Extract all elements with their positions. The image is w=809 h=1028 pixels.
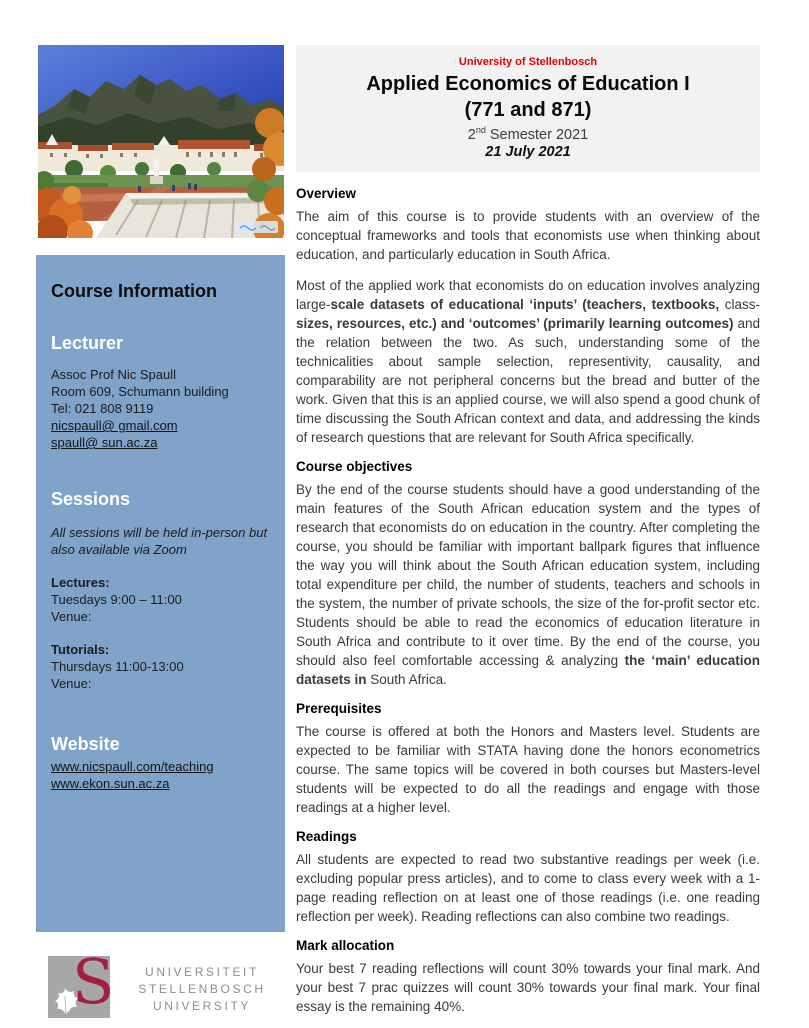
sessions-note: All sessions will be held in-person but also available via Zoom (51, 525, 268, 557)
website-heading: Website (51, 734, 120, 754)
lecturer-email-sun[interactable]: spaull@ sun.ac.za (51, 435, 158, 450)
paragraph: The aim of this course is to provide students with an overview of the conceptual frameworks and tools that economists use when thinking about education, and particularly education in South Africa. (296, 209, 760, 262)
logo-line-universiteit: UNIVERSITEIT (145, 965, 259, 979)
paragraph: Your best 7 reading reflections will count 30% towards your final mark. And your best 7 prac quizzes will count 30% towards your final mark. Your final essay is the remaining 40%. (296, 961, 760, 1014)
section-heading: Prerequisites (296, 701, 382, 716)
campus-photo (38, 45, 284, 238)
website-link-ekon[interactable]: www.ekon.sun.ac.za (51, 776, 170, 791)
lecturer-email-gmail[interactable]: nicspaull@ gmail.com (51, 418, 178, 433)
paragraph: All students are expected to read two substantive readings per week (i.e. excluding popular press articles), and to come to class every week with a 1-page reading reflection on at least one of those readings (i.e. one reading reflection per week). Reading reflections can also combine two readings. (296, 852, 760, 924)
university-name: University of Stellenbosch (458, 56, 598, 68)
logo-line-university: UNIVERSITY (152, 999, 251, 1013)
lectures-time: Tuesdays 9:00 – 11:00 (51, 592, 182, 607)
logo-wordmark (132, 964, 272, 1015)
semester-line: 2nd Semester 2021 (467, 125, 589, 143)
lecturer-heading: Lecturer (51, 333, 124, 353)
section-heading: Mark allocation (296, 938, 395, 953)
lectures-venue: Venue: (51, 609, 92, 624)
paragraph: By the end of the course students should have a good understanding of the main features of the South African education system and the types of research that economists do on education in the country. After completing the course, you should be familiar with important ballpark figures that influence the way you will think about the South African education system, including total expenditure per child, the number of students, teachers and schools in the system, the number of private schools, the size of the for-profit sector etc. Students should be able to read the economics of education literature in South Africa and contribute to it over time. By the end of the course, you should also feel comfortable accessing & analyzing the ‘main’ education datasets in South Africa. (296, 482, 760, 687)
logo-line-stellenbosch: STELLENBOSCH (138, 982, 266, 996)
section-heading: Overview (296, 186, 357, 201)
section-heading: Readings (296, 829, 357, 844)
paragraph: Most of the applied work that economists do on education involves analyzing large-scale datasets of educational ‘inputs’ (teachers, textbooks, class-sizes, resources, etc.) and ‘outcomes’ (primarily learning outcomes) and the relation between the two. As such, understanding some of the technicalities about sample selection, representivity, causality, and comparability are not peripheral concerns but the bread and butter of the work. Given that this is an applied course, we will also spend a good chunk of time discussing the South African context and data, and addressing the kinds of research questions that are relevant for South Africa specifically. (296, 278, 761, 445)
lectures-label: Lectures: (51, 575, 110, 590)
stellenbosch-university-logo (48, 945, 298, 1021)
logo-letter-s: S (72, 945, 115, 1018)
course-title-line2: (771 and 871) (464, 99, 592, 121)
course-title-line1: Applied Economics of Education I (366, 73, 690, 95)
lecturer-room: Room 609, Schumann building (51, 384, 229, 399)
tutorials-time: Thursdays 11:00-13:00 (51, 659, 184, 674)
section-course-objectives (296, 459, 760, 689)
tutorials-label: Tutorials: (51, 642, 110, 657)
course-title (296, 71, 760, 123)
section-readings (296, 829, 760, 926)
lecturer-name: Assoc Prof Nic Spaull (51, 367, 176, 382)
paragraph: The course is offered at both the Honors and Masters level. Students are expected to be familiar with STATA having done the honors econometrics course. The same topics will be covered in both courses but Masters-level students will be expected to do all the readings and engage with those readings at a higher level. (296, 724, 760, 815)
syllabus-body (296, 174, 760, 1028)
section-prerequisites (296, 701, 760, 817)
section-mark-allocation (296, 938, 760, 1016)
sessions-heading: Sessions (51, 489, 131, 509)
tutorials-venue: Venue: (51, 676, 92, 691)
lecturer-tel: Tel: 021 808 9119 (51, 401, 154, 416)
course-information-panel (36, 255, 285, 932)
section-overview (296, 186, 760, 447)
course-header (296, 45, 760, 172)
course-information-title: Course Information (51, 281, 218, 301)
course-date: 21 July 2021 (485, 143, 571, 160)
campus-photo-illustration (38, 45, 284, 238)
section-heading: Course objectives (296, 459, 413, 474)
website-link-teaching[interactable]: www.nicspaull.com/teaching (51, 759, 214, 774)
